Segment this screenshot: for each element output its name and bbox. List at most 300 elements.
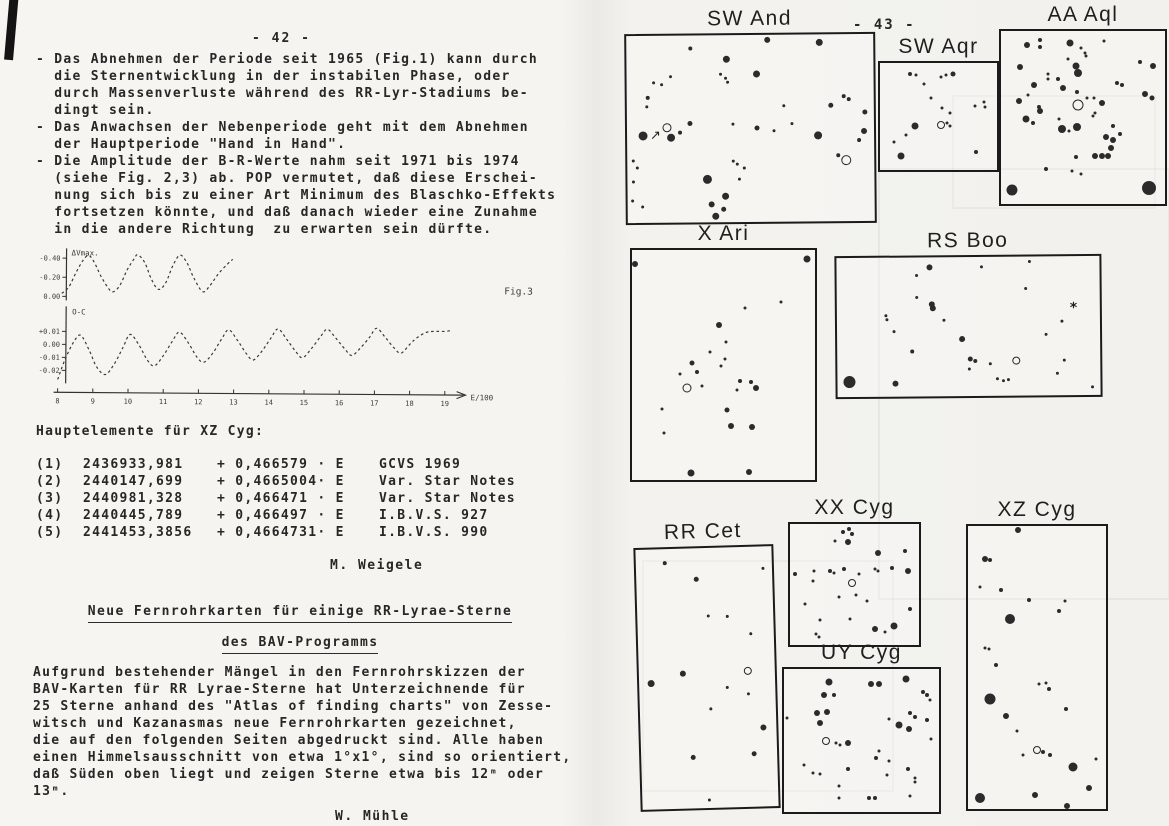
- table-row: [36, 508, 516, 525]
- star-dot: [719, 73, 722, 76]
- star-dot: [744, 306, 747, 309]
- star-dot: [1080, 172, 1083, 175]
- star-dot: [923, 83, 926, 86]
- star-dot: [1064, 707, 1068, 711]
- star-dot: [1046, 73, 1049, 76]
- paragraph-line: die auf den folgenden Seiten abgedruckt sind. Alle haben: [33, 733, 545, 748]
- star-dot: [1063, 358, 1066, 361]
- star-dot: [893, 140, 896, 143]
- svg-text:13: 13: [229, 398, 238, 407]
- finding-chart-uy-cyg: [782, 641, 941, 814]
- chart-title: SW And: [707, 6, 793, 31]
- star-dot: [892, 380, 898, 386]
- star-dot: [724, 77, 727, 80]
- row-index: (4): [36, 508, 64, 523]
- svg-text:Fig.3: Fig.3: [504, 286, 533, 298]
- star-dot: [639, 131, 648, 140]
- star-dot: [1027, 94, 1030, 97]
- star-dot: [652, 81, 655, 84]
- star-dot: [1038, 683, 1041, 686]
- star-dot: [873, 796, 877, 800]
- star-dot: [722, 193, 729, 200]
- star-dot: [631, 199, 634, 202]
- signature-muehle: W. Mühle: [335, 809, 410, 824]
- variable-star-marker: [822, 737, 830, 745]
- star-dot: [641, 206, 644, 209]
- star-dot: [1086, 97, 1089, 100]
- bullet-line: durch Massenverluste während des RR-Lyr-Stadiums be-: [36, 86, 529, 101]
- star-dot: [1031, 121, 1035, 125]
- star-dot: [1108, 145, 1114, 151]
- star-dot: [974, 150, 978, 154]
- star-dot: [832, 693, 836, 697]
- star-dot: [679, 670, 685, 676]
- star-dot: [884, 631, 887, 634]
- star-dot: [812, 570, 815, 573]
- star-dot: [874, 756, 878, 760]
- star-dot: [1015, 730, 1018, 733]
- section-heading-text1: Neue Fernrohrkarten für einige RR-Lyrae-Sterne: [88, 604, 512, 623]
- star-dot: [708, 351, 711, 354]
- row-index: (5): [36, 525, 64, 540]
- star-dot: [818, 773, 821, 776]
- svg-text:17: 17: [370, 399, 379, 408]
- star-dot: [908, 607, 912, 611]
- star-dot: [1058, 125, 1066, 133]
- finding-chart-x-ari: [630, 222, 817, 482]
- star-dot: [973, 359, 977, 363]
- star-dot: [1064, 803, 1070, 809]
- star-dot: [753, 385, 759, 391]
- star-dot: [660, 83, 663, 86]
- svg-text:0.00: 0.00: [43, 292, 61, 301]
- star-dot: [925, 693, 929, 697]
- paragraph-line: BAV-Karten für RR Lyrae-Sterne hat Unterzeichnende für: [33, 682, 526, 697]
- star-dot: [738, 178, 741, 181]
- bullet-line: dingt sein.: [36, 103, 155, 118]
- star-dot: [791, 122, 794, 125]
- variable-star-marker: [1012, 356, 1020, 364]
- star-dot: [1015, 527, 1021, 533]
- star-dot: [764, 36, 770, 42]
- star-dot: [838, 743, 841, 746]
- star-dot: [695, 370, 699, 374]
- star-dot: [722, 207, 727, 212]
- star-dot: [875, 550, 881, 556]
- star-dot: [1103, 134, 1109, 140]
- paragraph-line: 13ᵐ.: [33, 784, 70, 799]
- star-dot: [736, 163, 739, 166]
- star-dot: [942, 319, 945, 322]
- chart-title: XX Cyg: [814, 496, 895, 519]
- paragraph-line: 25 Sterne anhand des "Atlas of finding charts" von Zesse-: [33, 699, 554, 714]
- star-dot: [872, 626, 878, 632]
- star-dot: [838, 785, 841, 788]
- page-number-right: - 43 -: [853, 17, 916, 33]
- table-row: [36, 491, 516, 508]
- elements-table: [36, 457, 516, 542]
- star-dot: [929, 699, 932, 702]
- star-dot: [1099, 153, 1105, 159]
- star-dot: [1038, 45, 1042, 49]
- star-dot: [930, 306, 936, 312]
- star-dot: [865, 600, 868, 603]
- finding-chart-rs-boo: [834, 228, 1102, 399]
- source: I.B.V.S. 990: [379, 525, 489, 540]
- bullet-line: - Die Amplitude der B-R-Werte nahm seit 1971 bis 1974: [36, 154, 520, 169]
- star-dot: [691, 755, 696, 760]
- star-dot: [941, 106, 944, 109]
- star-dot: [667, 134, 675, 142]
- row-index: (2): [36, 474, 64, 489]
- star-dot: [1074, 155, 1078, 159]
- star-dot: [1022, 116, 1029, 123]
- star-dot: [1048, 753, 1052, 757]
- star-dot: [842, 567, 846, 571]
- star-dot: [1037, 108, 1043, 114]
- star-dot: [832, 572, 835, 575]
- star-dot: [906, 767, 910, 771]
- star-dot: [890, 622, 897, 629]
- star-dot: [669, 75, 672, 78]
- star-dot: [746, 469, 752, 475]
- chart-title: SW Aqr: [898, 35, 979, 58]
- star-dot: [1142, 181, 1156, 195]
- star-dot: [709, 202, 715, 208]
- star-dot: [887, 718, 890, 721]
- finding-chart-sw-aqr: [878, 35, 999, 172]
- star-dot: [663, 431, 666, 434]
- star-dot: [712, 213, 719, 220]
- star-dot: [1038, 38, 1042, 42]
- svg-text:9: 9: [90, 397, 95, 406]
- svg-text:12: 12: [194, 398, 203, 407]
- star-dot: [749, 424, 755, 430]
- star-dot: [661, 407, 664, 410]
- star-dot: [803, 256, 810, 263]
- star-dot: [1066, 40, 1073, 47]
- chart-title: X Ari: [697, 222, 750, 245]
- star-dot: [1003, 713, 1009, 719]
- star-dot: [825, 678, 832, 685]
- variable-star-marker: [682, 384, 691, 393]
- star-dot: [861, 128, 867, 134]
- star-dot: [690, 360, 695, 365]
- star-dot: [1120, 83, 1124, 87]
- svg-text:0.00: 0.00: [43, 340, 60, 349]
- star-dot: [732, 122, 735, 125]
- star-dot: [847, 527, 851, 531]
- star-dot: [913, 715, 917, 719]
- star-dot: [848, 617, 851, 620]
- star-dot: [1150, 63, 1156, 69]
- star-dot: [648, 680, 655, 687]
- source: Var. Star Notes: [379, 474, 516, 489]
- star-dot: [1091, 114, 1094, 117]
- star-dot: [857, 138, 861, 142]
- star-dot: [812, 771, 815, 774]
- variable-star-marker: [1033, 746, 1041, 754]
- star-dot: [903, 549, 907, 553]
- star-dot: [1091, 385, 1094, 388]
- star-dot: [1056, 77, 1060, 81]
- star-dot: [1046, 77, 1049, 80]
- star-dot: [782, 104, 785, 107]
- star-dot: [747, 692, 750, 695]
- star-dot: [710, 708, 713, 711]
- section-heading-line2: [30, 631, 570, 654]
- page-number-left: - 42 -: [252, 31, 311, 46]
- star-dot: [994, 663, 998, 667]
- star-dot: [908, 794, 911, 797]
- star-dot: [753, 71, 760, 78]
- source: Var. Star Notes: [379, 491, 516, 506]
- star-dot: [886, 773, 889, 776]
- star-dot: [1005, 614, 1015, 624]
- star-dot: [944, 74, 947, 77]
- star-dot: [1067, 57, 1070, 60]
- page-43: [585, 0, 1169, 826]
- star-dot: [985, 693, 996, 704]
- star-dot: [1068, 130, 1071, 133]
- star-dot: [908, 72, 912, 76]
- star-dot: [863, 109, 868, 114]
- variable-star-marker: [841, 155, 851, 165]
- star-dot: [885, 318, 888, 321]
- star-dot: [868, 681, 874, 687]
- pointer-arrow: ↗: [649, 128, 661, 144]
- star-dot: [892, 330, 895, 333]
- star-dot: [930, 97, 933, 100]
- star-dot: [975, 793, 985, 803]
- star-dot: [1138, 60, 1142, 64]
- star-dot: [1064, 599, 1067, 602]
- star-dot: [687, 470, 694, 477]
- star-dot: [1044, 167, 1048, 171]
- bullet-line: - Das Anwachsen der Nebenperiode geht mit dem Abnehmen: [36, 120, 529, 135]
- star-dot: [694, 577, 699, 582]
- star-dot: [738, 379, 742, 383]
- chart-title: XZ Cyg: [997, 498, 1077, 521]
- table-heading: Hauptelemente für XZ Cyg:: [36, 424, 265, 439]
- star-dot: [913, 780, 916, 783]
- star-dot: [1007, 185, 1018, 196]
- star-dot: [842, 94, 846, 98]
- star-dot: [723, 56, 730, 63]
- star-dot: [836, 153, 840, 157]
- star-dot: [983, 101, 986, 104]
- star-dot: [908, 711, 912, 715]
- star-dot: [838, 796, 841, 799]
- star-dot: [1105, 153, 1111, 159]
- row-index: (3): [36, 491, 64, 506]
- star-dot: [725, 686, 728, 689]
- star-dot: [1068, 762, 1077, 771]
- star-dot: [689, 47, 693, 51]
- star-dot: [719, 365, 722, 368]
- star-dot: [706, 614, 709, 617]
- signature-weigele: M. Weigele: [330, 558, 424, 573]
- star-dot: [803, 763, 806, 766]
- star-dot: [1095, 758, 1098, 761]
- period-formula: + 0,466497 · E: [217, 508, 345, 523]
- star-dot: [1110, 137, 1116, 143]
- star-dot: [726, 80, 729, 83]
- period-formula: + 0,466579 · E: [217, 457, 345, 472]
- paragraph-line: Aufgrund bestehender Mängel in den Fernrohrskizzen der: [33, 665, 526, 680]
- star-dot: [967, 367, 970, 370]
- finding-chart-xz-cyg: [966, 498, 1108, 811]
- chart-title: AA Aql: [1047, 3, 1119, 26]
- star-dot: [793, 572, 797, 576]
- star-dot: [959, 336, 965, 342]
- period-formula: + 0,4665004· E: [217, 474, 345, 489]
- star-dot: [780, 300, 783, 303]
- star-dot: [968, 357, 973, 362]
- star-dot: [846, 767, 850, 771]
- variable-star-marker: [1073, 100, 1084, 111]
- star-dot: [1058, 118, 1061, 121]
- star-dot: [762, 567, 765, 570]
- chart-title: RS Boo: [926, 228, 1009, 253]
- star-dot: [930, 738, 933, 741]
- finding-chart-sw-and: [624, 6, 877, 225]
- star-dot: [915, 296, 918, 299]
- star-dot: [858, 573, 861, 576]
- svg-text:-0.02: -0.02: [38, 366, 60, 375]
- paragraph-line: daß Süden oben liegt und zeigen Sterne etwa bis 12ᵐ oder: [33, 767, 545, 782]
- star-dot: [1055, 371, 1058, 374]
- finding-chart-rr-cet: [633, 518, 780, 812]
- star-dot: [1044, 682, 1047, 685]
- star-dot: [1016, 98, 1022, 104]
- finding-chart-aa-aql: [999, 3, 1167, 206]
- star-dot: [632, 261, 638, 267]
- star-dot: [828, 103, 833, 108]
- star-dot: [915, 73, 918, 76]
- variable-star-marker: [848, 579, 856, 587]
- svg-text:11: 11: [158, 398, 168, 407]
- star-dot: [988, 558, 992, 562]
- star-dot: [1149, 95, 1154, 100]
- star-dot: [636, 166, 639, 169]
- star-dot: [736, 389, 739, 392]
- star-dot: [751, 751, 756, 756]
- table-row: [36, 474, 516, 491]
- star-dot: [890, 566, 894, 570]
- star-dot: [1041, 750, 1045, 754]
- bullet-line: der Hauptperiode "Hand in Hand".: [36, 137, 347, 152]
- svg-text:10: 10: [123, 397, 133, 406]
- star-dot: [814, 710, 820, 716]
- star-dot: [850, 532, 854, 536]
- star-dot: [987, 648, 990, 651]
- star-dot: [819, 618, 822, 621]
- star-dot: [824, 709, 830, 715]
- star-dot: [1075, 90, 1079, 94]
- star-dot: [1099, 100, 1105, 106]
- star-dot: [1032, 792, 1038, 798]
- star-dot: [1007, 378, 1010, 381]
- variable-star-marker: [937, 121, 945, 129]
- paragraph-line: witsch und Kazanasmas neue Fernrohrkarten gezeichnet,: [33, 716, 517, 731]
- star-dot: [1085, 55, 1088, 58]
- svg-text:-0.40: -0.40: [39, 254, 61, 263]
- star-dot: [815, 39, 822, 46]
- star-dot: [979, 585, 982, 588]
- svg-text:O-C: O-C: [72, 307, 86, 317]
- finding-chart-xx-cyg: [788, 496, 921, 647]
- star-dot: [867, 796, 871, 800]
- star-dot: [1073, 123, 1081, 131]
- star-dot: [854, 594, 857, 597]
- star-dot: [814, 131, 822, 139]
- star-dot: [1103, 39, 1106, 42]
- star-dot: [843, 376, 855, 388]
- star-dot: [1073, 62, 1080, 69]
- variable-star-marker: [744, 666, 752, 674]
- star-dot: [980, 265, 983, 268]
- star-dot: [1017, 64, 1023, 70]
- star-dot: [925, 718, 929, 722]
- star-dot: [701, 384, 704, 387]
- star-dot: [817, 720, 823, 726]
- star-dot: [939, 76, 942, 79]
- svg-text:8: 8: [55, 397, 60, 406]
- star-dot: [678, 131, 682, 135]
- star-dot: [1071, 170, 1074, 173]
- star-dot: [803, 603, 806, 606]
- section-heading-line1: [30, 600, 570, 623]
- star-dot: [1047, 687, 1051, 691]
- star-dot: [984, 106, 987, 109]
- star-dot: [725, 407, 730, 412]
- table-row: [36, 525, 516, 542]
- star-dot: [838, 595, 841, 598]
- source: GCVS 1969: [379, 457, 462, 472]
- star-dot: [915, 274, 918, 277]
- star-dot: [973, 104, 976, 107]
- svg-text:E/100: E/100: [470, 393, 494, 403]
- bullet-line: - Das Abnehmen der Periode seit 1965 (Fig.1) kann durch: [36, 52, 538, 67]
- star-dot: [772, 130, 775, 133]
- star-dot: [950, 71, 955, 76]
- star-dot: [999, 588, 1003, 592]
- star-dot: [913, 776, 916, 779]
- star-dot: [903, 676, 910, 683]
- star-dot: [1092, 153, 1098, 159]
- star-dot: [728, 423, 734, 429]
- star-dot: [1002, 379, 1005, 382]
- star-dot: [1057, 609, 1061, 613]
- paragraph-line: einen Himmelsausschnitt von etwa 1°x1°, sind so orientiert,: [33, 750, 572, 765]
- star-dot: [949, 112, 952, 115]
- star-dot: [1024, 42, 1030, 48]
- star-dot: [749, 380, 753, 384]
- star-dot: [906, 726, 912, 732]
- section-heading-text2: des BAV-Programms: [222, 635, 379, 654]
- star-dot: [1028, 260, 1031, 263]
- star-dot: [703, 175, 712, 184]
- star-dot: [818, 635, 821, 638]
- star-dot: [949, 124, 952, 127]
- svg-text:14: 14: [264, 398, 273, 407]
- star-dot: [1074, 69, 1082, 77]
- chart-title: UY Cyg: [821, 641, 902, 664]
- star-dot: [877, 570, 880, 573]
- star-dot: [1093, 96, 1096, 99]
- star-dot: [1025, 287, 1028, 290]
